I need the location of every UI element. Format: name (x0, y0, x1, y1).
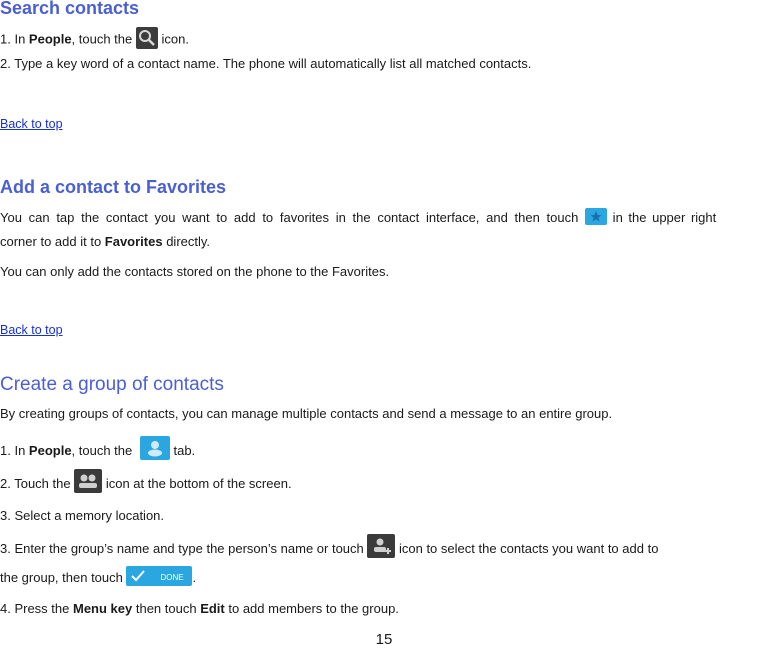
menu-key-bold: Menu key (72, 601, 133, 616)
people-bold: People (28, 443, 72, 458)
text: tab. (169, 443, 196, 458)
text: , touch the (71, 31, 136, 47)
back-to-top-link[interactable]: Back to top (0, 323, 63, 337)
text: , touch the (71, 443, 136, 458)
heading-create-group: Create a group of contacts (0, 374, 224, 395)
favorites-para-1-line-2 (0, 234, 210, 250)
people-bold: People (28, 31, 72, 47)
text: 4. Press the (0, 601, 73, 616)
text: corner to add it to (0, 234, 105, 249)
group-intro: By creating groups of contacts, you can manage multiple contacts and send a message to an entire group. (0, 406, 613, 421)
group-step-2 (0, 476, 292, 493)
group-step-3: 3. Select a memory location. (0, 508, 165, 523)
text: icon to select the contacts you want to add to (395, 541, 659, 556)
text: . (192, 570, 197, 585)
text: the group, then touch (0, 570, 127, 585)
text: 1. In (0, 443, 29, 458)
edit-bold: Edit (200, 601, 225, 616)
search-step-1 (0, 31, 189, 49)
favorites-para-1-line-1 (0, 210, 768, 226)
add-person-icon (367, 534, 395, 558)
page-number: 15 (375, 631, 393, 648)
favorites-bold: Favorites (104, 234, 163, 249)
done-check-icon (126, 566, 192, 586)
text: then touch (132, 601, 201, 616)
back-to-top-link[interactable]: Back to top (0, 117, 63, 131)
text: 1. In (0, 31, 29, 47)
group-step-3b-line-1 (0, 541, 658, 558)
star-icon (585, 208, 607, 225)
heading-add-favorites: Add a contact to Favorites (0, 177, 227, 197)
groups-tab-icon (140, 436, 170, 460)
text: directly. (162, 234, 211, 249)
text: 2. Touch the (0, 476, 75, 491)
add-group-icon (74, 469, 102, 493)
search-icon (136, 27, 158, 49)
group-step-4 (0, 601, 399, 617)
text: icon at the bottom of the screen. (102, 476, 292, 491)
group-step-3b-line-2 (0, 570, 196, 586)
text: You can tap the contact you want to add to favorites in the contact interface, and then touch (0, 210, 586, 225)
text: to add members to the group. (224, 601, 399, 616)
text: icon. (157, 31, 189, 47)
text: 3. Enter the group’s name and type the person’s name or touch (0, 541, 368, 556)
group-step-1 (0, 443, 195, 460)
favorites-para-2: You can only add the contacts stored on the phone to the Favorites. (0, 264, 390, 279)
done-label: DONE (160, 572, 184, 582)
text: in the upper right (607, 210, 717, 225)
search-step-2: 2. Type a key word of a contact name. The phone will automatically list all matched contacts. (0, 56, 532, 71)
heading-search-contacts: Search contacts (0, 0, 140, 18)
